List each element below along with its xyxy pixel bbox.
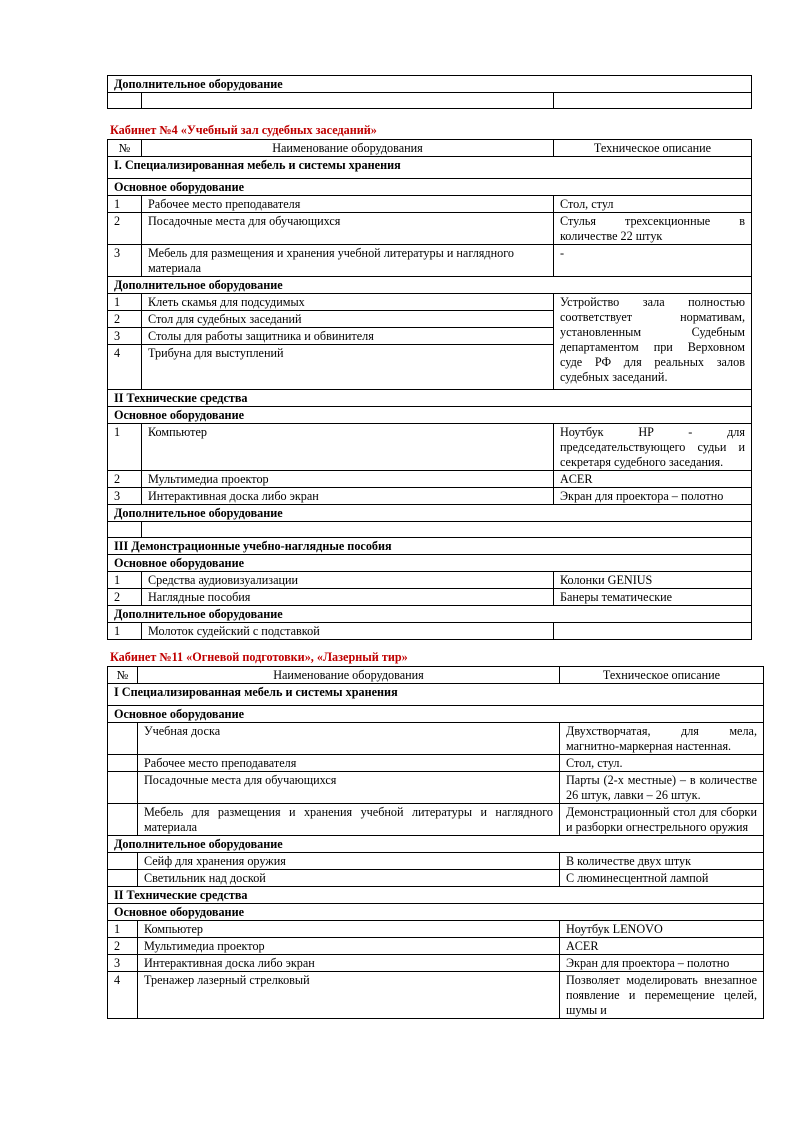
subsection-additional: Дополнительное оборудование xyxy=(108,606,752,623)
row-num: 2 xyxy=(108,589,142,606)
subsection-basic: Основное оборудование xyxy=(108,706,764,723)
header-row xyxy=(108,667,764,684)
row-num: 2 xyxy=(108,471,142,488)
table-row xyxy=(108,755,764,772)
cabinet-11-table xyxy=(107,666,764,1019)
section-title: I. Специализированная мебель и системы хранения xyxy=(108,157,752,179)
table-row xyxy=(108,294,752,311)
row-name: Компьютер xyxy=(138,921,560,938)
row-desc: ACER xyxy=(554,471,752,488)
row-desc: - xyxy=(554,245,752,277)
table-row xyxy=(108,572,752,589)
row-num xyxy=(108,804,138,836)
row-desc: Устройство зала полностью соответствует нормативам, установленным Судебным департаментом при Верховном суде РФ для реальных залов судебных заседаний. xyxy=(554,294,752,390)
row-name: Стол для судебных заседаний xyxy=(142,311,554,328)
header-row xyxy=(108,140,752,157)
table-row xyxy=(108,623,752,640)
table-row xyxy=(108,245,752,277)
row-name: Интерактивная доска либо экран xyxy=(142,488,554,505)
row-name: Наглядные пособия xyxy=(142,589,554,606)
table-row xyxy=(108,921,764,938)
row-desc: Колонки GENIUS xyxy=(554,572,752,589)
row-desc: Стол, стул xyxy=(554,196,752,213)
cabinet-11-title: Кабинет №11 «Огневой подготовки», «Лазерный тир» xyxy=(110,650,408,664)
section-title: I Специализированная мебель и системы хранения xyxy=(108,684,764,706)
row-num: 1 xyxy=(108,572,142,589)
row-desc xyxy=(554,623,752,640)
row-name: Молоток судейский с подставкой xyxy=(142,623,554,640)
row-num xyxy=(108,853,138,870)
cell-empty xyxy=(142,522,752,538)
row-desc: Позволяет моделировать внезапное появление и перемещение целей, шумы и xyxy=(560,972,764,1019)
row-name: Средства аудиовизуализации xyxy=(142,572,554,589)
cabinet-4-title: Кабинет №4 «Учебный зал судебных заседаний» xyxy=(110,123,377,137)
row-desc: Стулья трехсекционные в количестве 22 штук xyxy=(554,213,752,245)
row-desc: Демонстрационный стол для сборки и разборки огнестрельного оружия xyxy=(560,804,764,836)
table-row xyxy=(108,424,752,471)
row-name: Компьютер xyxy=(142,424,554,471)
row-desc: Экран для проектора – полотно xyxy=(554,488,752,505)
row-name: Светильник над доской xyxy=(138,870,560,887)
row-num: 3 xyxy=(108,328,142,345)
row-name: Столы для работы защитника и обвинителя xyxy=(142,328,554,345)
row-name: Посадочные места для обучающихся xyxy=(138,772,560,804)
row-num: 1 xyxy=(108,196,142,213)
row-name: Посадочные места для обучающихся xyxy=(142,213,554,245)
row-num: 4 xyxy=(108,345,142,390)
table-row xyxy=(108,488,752,505)
row-name: Мультимедиа проектор xyxy=(142,471,554,488)
col-header-desc: Техническое описание xyxy=(560,667,764,684)
row-num: 2 xyxy=(108,213,142,245)
row-num: 2 xyxy=(108,938,138,955)
row-num xyxy=(108,870,138,887)
row-num: 3 xyxy=(108,245,142,277)
row-num: 2 xyxy=(108,311,142,328)
section-title: III Демонстрационные учебно-наглядные пособия xyxy=(108,538,752,555)
cell-empty xyxy=(142,93,554,109)
table-row xyxy=(108,471,752,488)
row-num: 3 xyxy=(108,488,142,505)
row-name: Учебная доска xyxy=(138,723,560,755)
row-name: Тренажер лазерный стрелковый xyxy=(138,972,560,1019)
row-desc: Ноутбук HP - для председательствующего судьи и секретаря судебного заседания. xyxy=(554,424,752,471)
row-num xyxy=(108,772,138,804)
subsection-basic: Основное оборудование xyxy=(108,555,752,572)
col-header-name: Наименование оборудования xyxy=(142,140,554,157)
row-name: Мультимедиа проектор xyxy=(138,938,560,955)
row-num: 1 xyxy=(108,424,142,471)
cell-empty xyxy=(554,93,752,109)
row-desc: С люминесцентной лампой xyxy=(560,870,764,887)
subsection-basic: Основное оборудование xyxy=(108,407,752,424)
row-name: Мебель для размещения и хранения учебной литературы и наглядного материала xyxy=(138,804,560,836)
subsection-additional: Дополнительное оборудование xyxy=(108,505,752,522)
table-row xyxy=(108,870,764,887)
section-title: II Технические средства xyxy=(108,390,752,407)
table-row xyxy=(108,522,752,538)
top-table xyxy=(107,75,752,109)
row-name: Рабочее место преподавателя xyxy=(138,755,560,772)
row-desc: Банеры тематические xyxy=(554,589,752,606)
row-name: Сейф для хранения оружия xyxy=(138,853,560,870)
table-row xyxy=(108,938,764,955)
section-title: II Технические средства xyxy=(108,887,764,904)
subsection-additional: Дополнительное оборудование xyxy=(108,836,764,853)
table-row xyxy=(108,772,764,804)
col-header-num: № xyxy=(108,667,138,684)
section-additional: Дополнительное оборудование xyxy=(108,76,752,93)
subsection-additional: Дополнительное оборудование xyxy=(108,277,752,294)
cell-empty xyxy=(108,522,142,538)
row-desc: Парты (2-х местные) – в количестве 26 штук, лавки – 26 штук. xyxy=(560,772,764,804)
row-num: 4 xyxy=(108,972,138,1019)
row-num xyxy=(108,723,138,755)
row-num: 1 xyxy=(108,623,142,640)
row-num: 3 xyxy=(108,955,138,972)
row-name: Интерактивная доска либо экран xyxy=(138,955,560,972)
row-desc: В количестве двух штук xyxy=(560,853,764,870)
table-row xyxy=(108,972,764,1019)
table-row xyxy=(108,853,764,870)
row-desc: Ноутбук LENOVO xyxy=(560,921,764,938)
cell-empty xyxy=(108,93,142,109)
row-name: Рабочее место преподавателя xyxy=(142,196,554,213)
row-desc: ACER xyxy=(560,938,764,955)
col-header-num: № xyxy=(108,140,142,157)
table-row xyxy=(108,723,764,755)
row-num xyxy=(108,755,138,772)
col-header-name: Наименование оборудования xyxy=(138,667,560,684)
row-desc: Стол, стул. xyxy=(560,755,764,772)
row-num: 1 xyxy=(108,921,138,938)
row-desc: Двухстворчатая, для мела, магнитно-маркерная настенная. xyxy=(560,723,764,755)
subsection-basic: Основное оборудование xyxy=(108,179,752,196)
cabinet-4-table xyxy=(107,139,752,640)
row-name: Трибуна для выступлений xyxy=(142,345,554,390)
table-row xyxy=(108,955,764,972)
row-name: Мебель для размещения и хранения учебной литературы и наглядного материала xyxy=(142,245,554,277)
row-desc: Экран для проектора – полотно xyxy=(560,955,764,972)
col-header-desc: Техническое описание xyxy=(554,140,752,157)
row-num: 1 xyxy=(108,294,142,311)
row-name: Клеть скамья для подсудимых xyxy=(142,294,554,311)
table-row xyxy=(108,213,752,245)
table-row xyxy=(108,196,752,213)
subsection-basic: Основное оборудование xyxy=(108,904,764,921)
table-row xyxy=(108,589,752,606)
table-row xyxy=(108,804,764,836)
